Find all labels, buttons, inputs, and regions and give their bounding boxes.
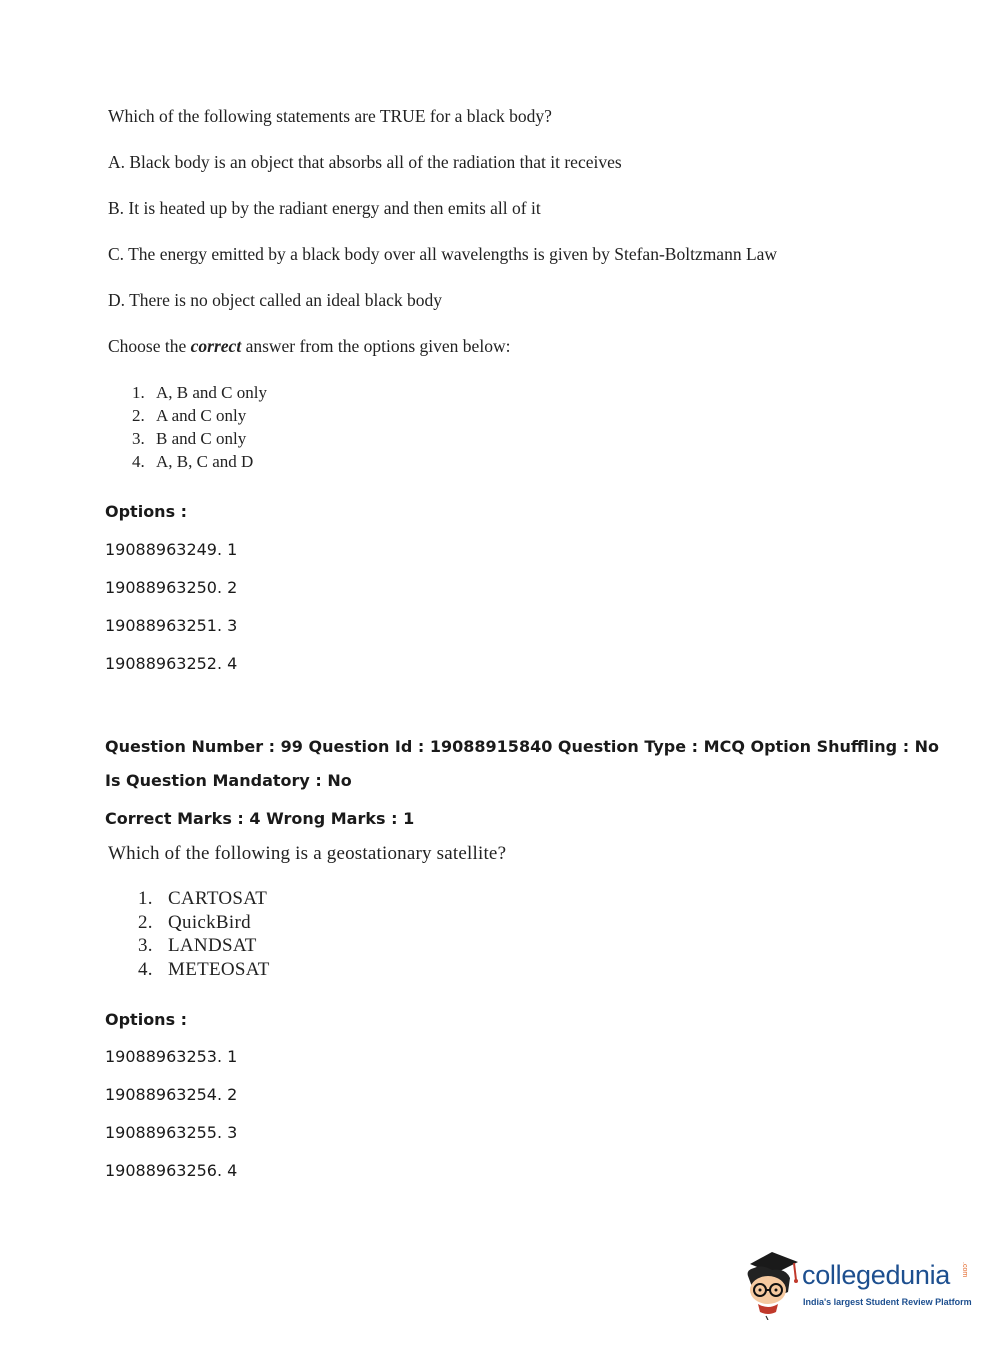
logo-domain-suffix: .com	[961, 1262, 968, 1278]
option-item: 19088963251. 3	[105, 616, 238, 635]
choice-item: 1. A, B and C only	[132, 383, 267, 402]
choice-item: 1. CARTOSAT	[138, 888, 268, 909]
option-item: 19088963252. 4	[105, 654, 238, 673]
choice-item: 2. QuickBird	[138, 911, 251, 933]
statement-c: C. The energy emitted by a black body over all wavelengths is given by Stefan-Boltzmann Law	[108, 244, 778, 264]
logo-wordmark: collegedunia	[802, 1260, 951, 1290]
choice-item: 4. A, B, C and D	[132, 452, 254, 471]
option-item: 19088963254. 2	[105, 1085, 238, 1104]
statement-a: A. Black body is an object that absorbs all of the radiation that it receives	[108, 152, 622, 172]
options-label: Options :	[105, 502, 188, 521]
options-label: Options :	[105, 1010, 188, 1029]
logo-tagline: India's largest Student Review Platform	[803, 1297, 972, 1307]
question-2-stem: Which of the following is a geostationary satellite?	[108, 843, 507, 864]
answer-instruction: Choose the correct answer from the options given below:	[108, 336, 511, 356]
statement-b: B. It is heated up by the radiant energy and then emits all of it	[108, 198, 541, 218]
question-1-choice-list	[132, 383, 267, 475]
question-1-stem: Which of the following statements are TRUE for a black body?	[108, 106, 552, 126]
question-mandatory: Is Question Mandatory : No	[105, 771, 352, 790]
question-2-header: Question Number : 99 Question Id : 19088915840 Question Type : MCQ Option Shuffling : No	[105, 737, 940, 756]
marks-line: Correct Marks : 4 Wrong Marks : 1	[105, 809, 415, 828]
option-item: 19088963253. 1	[105, 1047, 238, 1066]
choice-item: 3. B and C only	[132, 429, 247, 448]
collegedunia-logo	[742, 1250, 972, 1320]
statement-d: D. There is no object called an ideal black body	[108, 290, 443, 310]
option-item: 19088963256. 4	[105, 1161, 238, 1180]
choice-item: 3. LANDSAT	[138, 935, 257, 956]
choice-item: 4. METEOSAT	[138, 958, 270, 980]
option-item: 19088963249. 1	[105, 540, 238, 559]
question-2-choice-list	[138, 888, 270, 982]
option-item: 19088963255. 3	[105, 1123, 238, 1142]
option-item: 19088963250. 2	[105, 578, 238, 597]
student-mascot-icon	[742, 1250, 802, 1320]
choice-item: 2. A and C only	[132, 406, 247, 425]
